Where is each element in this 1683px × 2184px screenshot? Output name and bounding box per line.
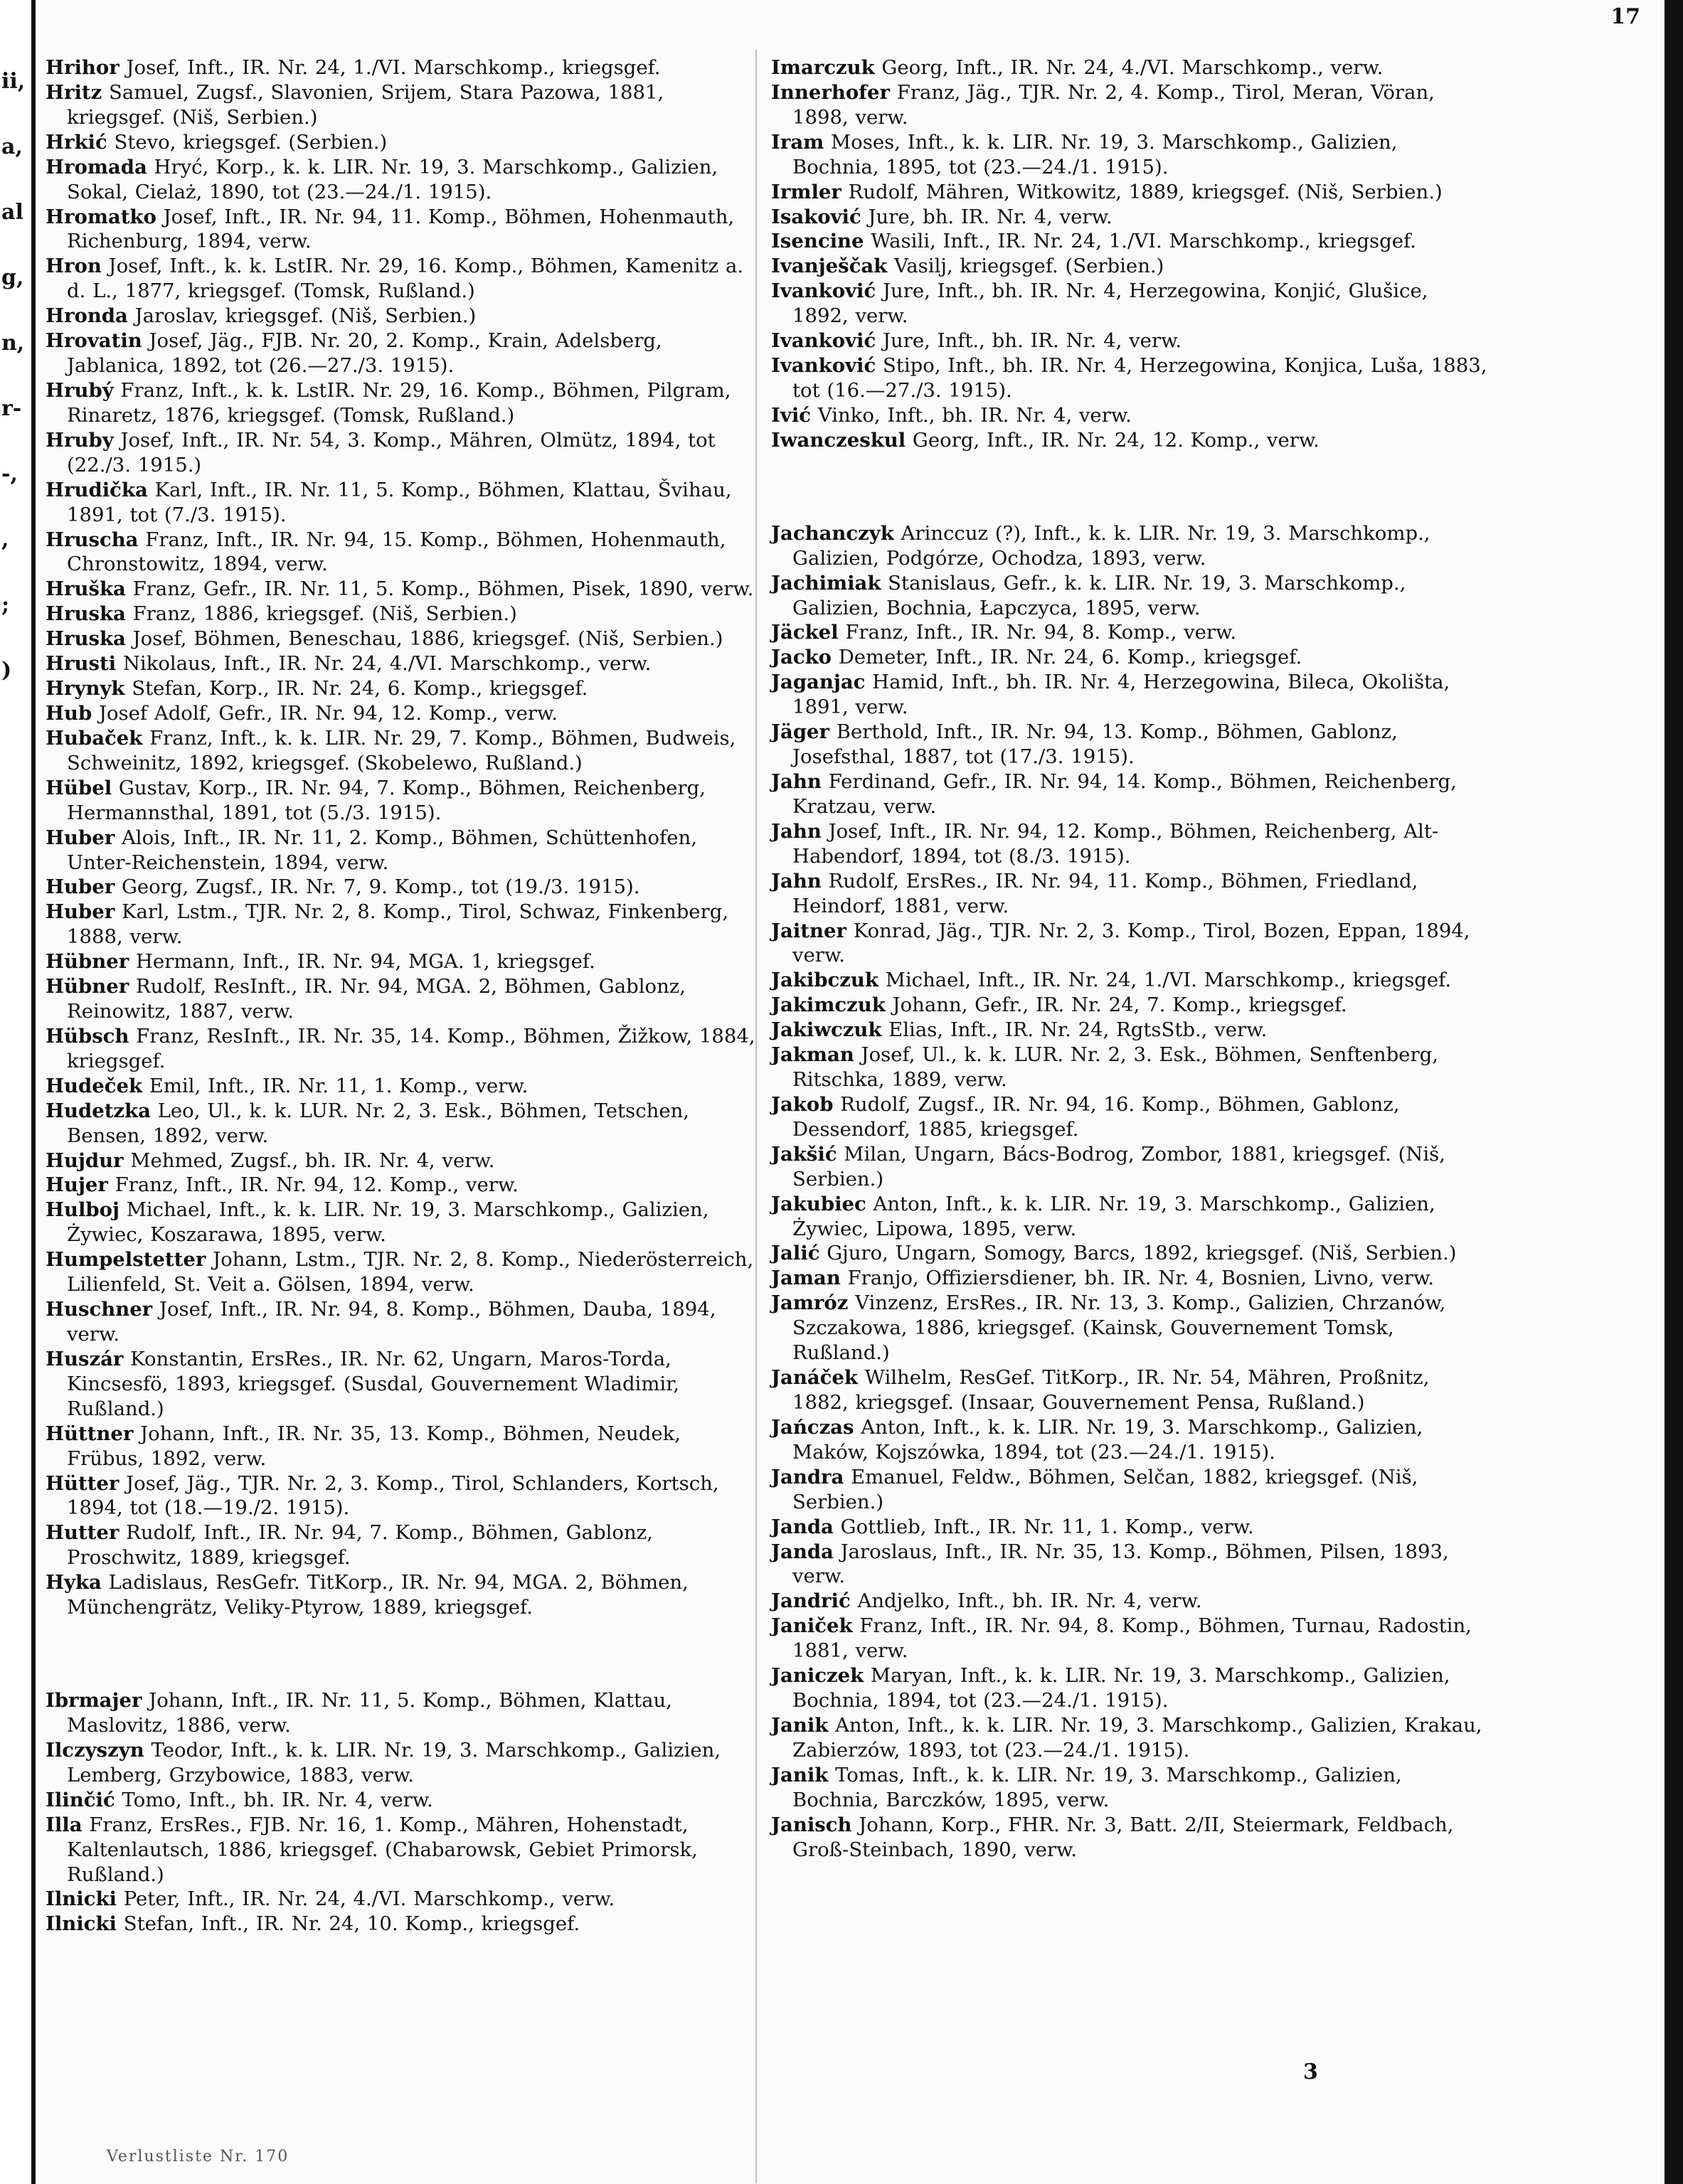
- entry-details: Jure, Inft., bh. IR. Nr. 4, Herzegowina, Konjić, Glušice, 1892, verw.: [792, 279, 1428, 328]
- entry-details: Georg, Inft., IR. Nr. 24, 4./VI. Marschkomp., verw.: [874, 56, 1384, 79]
- entry-details: Georg, Zugsf., IR. Nr. 7, 9. Komp., tot (19./3. 1915).: [115, 875, 640, 899]
- surname: Jaganjac: [771, 671, 866, 694]
- casualty-entry: [771, 428, 1490, 453]
- casualty-entry: [46, 1247, 757, 1297]
- surname: Imarczuk: [771, 56, 875, 79]
- casualty-entry: [46, 1570, 757, 1620]
- left-margin-marks: [1, 69, 26, 725]
- casualty-entry: [46, 130, 757, 155]
- entry-details: Jaroslaus, Inft., IR. Nr. 35, 13. Komp., Böhmen, Pilsen, 1893, verw.: [792, 1540, 1449, 1588]
- entry-details: Ferdinand, Gefr., IR. Nr. 94, 14. Komp., Böhmen, Reichenberg, Kratzau, verw.: [792, 769, 1457, 818]
- surname: Jacko: [771, 646, 832, 669]
- entry-details: Josef Adolf, Gefr., IR. Nr. 94, 12. Komp., verw.: [92, 701, 558, 725]
- entry-details: Josef, Böhmen, Beneschau, 1886, kriegsgef. (Niš, Serbien.): [125, 627, 723, 651]
- surname: Hruscha: [46, 528, 139, 551]
- section-gap: [46, 1620, 757, 1688]
- surname: Hritz: [46, 80, 102, 104]
- left-page-edge: [0, 0, 36, 2184]
- entry-details: Josef, Inft., IR. Nr. 94, 12. Komp., Böhmen, Reichenberg, Alt-Habendorf, 1894, tot (8./3. 1915).: [792, 819, 1439, 868]
- surname: Hütter: [46, 1471, 120, 1495]
- casualty-entry: [46, 1912, 757, 1937]
- entry-details: Hamid, Inft., bh. IR. Nr. 4, Herzegowina, Bileca, Okolišta, 1891, verw.: [792, 671, 1450, 719]
- entry-details: Karl, Lstm., TJR. Nr. 2, 8. Komp., Tirol, Schwaz, Finkenberg, 1888, verw.: [67, 900, 729, 949]
- entry-details: Alois, Inft., IR. Nr. 11, 2. Komp., Böhmen, Schüttenhofen, Unter-Reichenstein, 1894, verw.: [67, 826, 697, 874]
- surname: Jakob: [771, 1092, 834, 1116]
- entry-details: Stefan, Korp., IR. Nr. 24, 6. Komp., kriegsgef.: [124, 677, 588, 701]
- entry-details: Anton, Inft., k. k. LIR. Nr. 19, 3. Marschkomp., Galizien, Żywiec, Lipowa, 1895, verw.: [792, 1192, 1435, 1240]
- entry-details: Anton, Inft., k. k. LIR. Nr. 19, 3. Marschkomp., Galizien, Krakau, Zabierzów, 1893, tot (23.—24./1. 1915).: [792, 1714, 1482, 1762]
- surname: Jamróz: [771, 1291, 849, 1315]
- margin-mark: ;: [1, 592, 10, 617]
- surname: Innerhofer: [771, 80, 890, 104]
- surname: Jalić: [771, 1242, 820, 1265]
- casualty-entry: [46, 1813, 757, 1887]
- surname: Jakman: [771, 1043, 854, 1067]
- surname: Ilczyszyn: [46, 1738, 144, 1762]
- entry-details: Moses, Inft., k. k. LIR. Nr. 19, 3. Marschkomp., Galizien, Bochnia, 1895, tot (23.—24./1. 1915).: [792, 130, 1398, 179]
- casualty-entry: [771, 1266, 1490, 1291]
- casualty-entry: [46, 1520, 757, 1570]
- casualty-entry: [771, 205, 1490, 230]
- entry-details: Gjuro, Ungarn, Somogy, Barcs, 1892, kriegsgef. (Niš, Serbien.): [819, 1242, 1457, 1265]
- entry-details: Vinzenz, ErsRes., IR. Nr. 13, 3. Komp., Galizien, Chrzanów, Szczakowa, 1886, kriegsgef. (Kainsk, Gouvernement Tomsk, Rußland.): [792, 1291, 1446, 1365]
- right-page-edge: [1665, 0, 1683, 2184]
- casualty-entry: [771, 1663, 1490, 1713]
- casualty-entry: [771, 55, 1490, 80]
- casualty-entry: [771, 1614, 1490, 1663]
- surname: Hruby: [46, 428, 114, 452]
- entry-details: Franz, Inft., k. k. LIR. Nr. 29, 7. Komp., Böhmen, Budweis, Schweinitz, 1892, kriegsgef. (Skobelewo, Rußland.): [67, 726, 736, 774]
- casualty-entry: [46, 1887, 757, 1912]
- surname: Ilnicki: [46, 1912, 117, 1936]
- casualty-entry: [46, 1422, 757, 1471]
- casualty-entry: [771, 1813, 1490, 1863]
- margin-mark: al: [1, 200, 23, 225]
- entry-details: Emanuel, Feldw., Böhmen, Selčan, 1882, kriegsgef. (Niš, Serbien.): [792, 1465, 1418, 1513]
- entry-details: Demeter, Inft., IR. Nr. 24, 6. Komp., kriegsgef.: [831, 646, 1302, 669]
- casualty-entry: [771, 968, 1490, 993]
- casualty-entry: [771, 1241, 1490, 1266]
- surname: Jakibczuk: [771, 969, 878, 992]
- surname: Hyka: [46, 1571, 102, 1594]
- casualty-entry: [46, 304, 757, 329]
- casualty-entry: [771, 1092, 1490, 1142]
- surname: Hrubý: [46, 378, 114, 402]
- surname: Ilnicki: [46, 1887, 117, 1911]
- casualty-entry: [771, 919, 1490, 969]
- entry-details: Josef, Inft., k. k. LstIR. Nr. 29, 16. Komp., Böhmen, Kamenitz a. d. L., 1877, kriegsgef. (Tomsk, Rußland.): [67, 255, 744, 303]
- surname: Hudeček: [46, 1074, 142, 1097]
- entry-details: Berthold, Inft., IR. Nr. 94, 13. Komp., Böhmen, Gablonz, Josefsthal, 1887, tot (17./3. 1915).: [792, 720, 1398, 769]
- casualty-entry: [771, 353, 1490, 403]
- surname: Jakubiec: [771, 1192, 866, 1215]
- surname: Jäckel: [771, 621, 839, 644]
- entry-details: Gottlieb, Inft., IR. Nr. 11, 1. Komp., verw.: [833, 1515, 1254, 1538]
- surname: Jakšić: [771, 1142, 837, 1166]
- casualty-entry: [46, 80, 757, 130]
- casualty-entry: [771, 571, 1490, 621]
- entry-details: Elias, Inft., IR. Nr. 24, RgtsStb., verw.: [881, 1018, 1268, 1042]
- surname: Ivanković: [771, 279, 876, 303]
- entry-details: Josef, Jäg., TJR. Nr. 2, 3. Komp., Tirol, Schlanders, Kortsch, 1894, tot (18.—19./2. 1915).: [67, 1471, 719, 1520]
- casualty-entry: [46, 55, 757, 80]
- left-column: [46, 55, 757, 1937]
- casualty-entry: [46, 676, 757, 701]
- margin-mark: g,: [1, 265, 24, 290]
- entry-details: Franz, ErsRes., FJB. Nr. 16, 1. Komp., Mähren, Hohenstadt, Kaltenlautsch, 1886, kriegsgef. (Chabarowsk, Gebiet Primorsk, Rußland.): [67, 1813, 698, 1886]
- entry-details: Ladislaus, ResGefr. TitKorp., IR. Nr. 94, MGA. 2, Böhmen, Münchengrätz, Veliky-Ptyrow, 1889, kriegsgef.: [67, 1571, 689, 1619]
- entry-details: Franz, Inft., k. k. LstIR. Nr. 29, 16. Komp., Böhmen, Pilgram, Rinaretz, 1876, kriegsgef. (Tomsk, Rußland.): [67, 378, 731, 427]
- surname: Hrusti: [46, 652, 117, 676]
- entry-details: Andjelko, Inft., bh. IR. Nr. 4, verw.: [850, 1589, 1202, 1613]
- entry-details: Mehmed, Zugsf., bh. IR. Nr. 4, verw.: [123, 1149, 495, 1172]
- entry-details: Josef, Inft., IR. Nr. 94, 11. Komp., Böhmen, Hohenmauth, Richenburg, 1894, verw.: [67, 205, 735, 253]
- casualty-entry: [771, 645, 1490, 670]
- entry-details: Franz, Inft., IR. Nr. 94, 12. Komp., verw.: [107, 1173, 519, 1197]
- entry-details: Milan, Ungarn, Bács-Bodrog, Zombor, 1881, kriegsgef. (Niš, Serbien.): [792, 1142, 1446, 1190]
- casualty-entry: [46, 577, 757, 602]
- casualty-entry: [46, 1074, 757, 1099]
- surname: Janiček: [771, 1614, 853, 1638]
- casualty-entry: [46, 478, 757, 528]
- entry-details: Tomas, Inft., k. k. LIR. Nr. 19, 3. Marschkomp., Galizien, Bochnia, Barczków, 1895, verw.: [792, 1763, 1402, 1811]
- surname: Iram: [771, 130, 824, 154]
- entry-details: Samuel, Zugsf., Slavonien, Srijem, Stara Pazowa, 1881, kriegsgef. (Niš, Serbien.): [67, 80, 664, 129]
- margin-mark: ): [1, 658, 12, 683]
- casualty-entry: [46, 826, 757, 875]
- casualty-entry: [46, 1688, 757, 1738]
- entry-details: Tomo, Inft., bh. IR. Nr. 4, verw.: [115, 1788, 433, 1811]
- entry-details: Stefan, Inft., IR. Nr. 24, 10. Komp., kriegsgef.: [117, 1912, 580, 1936]
- entry-details: Wasili, Inft., IR. Nr. 24, 1./VI. Marschkomp., kriegsgef.: [864, 230, 1416, 253]
- surname: Hromatko: [46, 205, 156, 228]
- casualty-entry: [46, 1149, 757, 1173]
- casualty-entry: [771, 1713, 1490, 1763]
- casualty-entry: [771, 1043, 1490, 1092]
- casualty-entry: [46, 701, 757, 726]
- casualty-entry: [771, 620, 1490, 645]
- casualty-entry: [46, 974, 757, 1024]
- margin-mark: ii,: [1, 69, 26, 94]
- casualty-entry: [771, 80, 1490, 130]
- surname: Jaman: [771, 1267, 841, 1290]
- entry-details: Franz, Inft., IR. Nr. 94, 8. Komp., Böhmen, Turnau, Radostin, 1881, verw.: [792, 1614, 1472, 1663]
- surname: Hruska: [46, 602, 126, 626]
- margin-mark: a,: [1, 134, 23, 159]
- casualty-entry: [46, 776, 757, 826]
- section-gap: [771, 453, 1490, 521]
- casualty-entry: [46, 1297, 757, 1347]
- surname: Humpelstetter: [46, 1248, 206, 1272]
- surname: Hulboj: [46, 1198, 120, 1222]
- entry-details: Karl, Inft., IR. Nr. 11, 5. Komp., Böhmen, Klattau, Švihau, 1891, tot (7./3. 1915).: [67, 478, 732, 526]
- entry-details: Josef, Jäg., FJB. Nr. 20, 2. Komp., Krain, Adelsberg, Jablanica, 1892, tot (26.—27./3. 1915).: [67, 329, 662, 378]
- surname: Ivanješčak: [771, 255, 888, 278]
- casualty-entry: [46, 1788, 757, 1813]
- surname: Illa: [46, 1813, 83, 1836]
- entry-details: Franz, ResInft., IR. Nr. 35, 14. Komp., Böhmen, Žižkow, 1884, kriegsgef.: [67, 1024, 755, 1072]
- entry-details: Peter, Inft., IR. Nr. 24, 4./VI. Marschkomp., verw.: [117, 1887, 615, 1911]
- surname: Hrudička: [46, 478, 148, 501]
- surname: Jakiwczuk: [771, 1018, 882, 1042]
- entry-details: Vinko, Inft., bh. IR. Nr. 4, verw.: [811, 403, 1132, 427]
- casualty-entry: [771, 180, 1490, 205]
- surname: Hrihor: [46, 56, 120, 79]
- casualty-entry: [771, 254, 1490, 279]
- entry-details: Georg, Inft., IR. Nr. 24, 12. Komp., verw.: [906, 428, 1320, 452]
- casualty-entry: [771, 1142, 1490, 1192]
- entry-details: Johann, Lstm., TJR. Nr. 2, 8. Komp., Niederösterreich, Lilienfeld, St. Veit a. Gölsen, 1894, verw.: [67, 1248, 754, 1296]
- top-corner-mark: 17: [1610, 4, 1640, 29]
- surname: Ibrmajer: [46, 1689, 142, 1712]
- casualty-entry: [771, 130, 1490, 180]
- surname: Jahn: [771, 869, 822, 893]
- casualty-entry: [46, 627, 757, 651]
- surname: Jandra: [771, 1465, 844, 1488]
- entry-details: Johann, Korp., FHR. Nr. 3, Batt. 2/II, Steiermark, Feldbach, Groß-Steinbach, 1890, verw.: [792, 1813, 1454, 1861]
- surname: Irmler: [771, 180, 842, 203]
- entry-details: Franjo, Offiziersdiener, bh. IR. Nr. 4, Bosnien, Livno, verw.: [840, 1267, 1435, 1290]
- casualty-entry: [771, 1465, 1490, 1515]
- entry-details: Michael, Inft., k. k. LIR. Nr. 19, 3. Marschkomp., Galizien, Żywiec, Koszarawa, 1895, verw.: [67, 1198, 709, 1247]
- casualty-entry: [46, 602, 757, 627]
- surname: Iwanczeskul: [771, 428, 906, 452]
- casualty-entry: [46, 254, 757, 304]
- entry-details: Wilhelm, ResGef. TitKorp., IR. Nr. 54, Mähren, Proßnitz, 1882, kriegsgef. (Insaar, Gouvernement Pensa, Rußland.): [792, 1366, 1430, 1415]
- casualty-entry: [771, 329, 1490, 353]
- entry-details: Rudolf, Zugsf., IR. Nr. 94, 16. Komp., Böhmen, Gablonz, Dessendorf, 1885, kriegsgef.: [792, 1092, 1400, 1141]
- casualty-entry: [771, 993, 1490, 1018]
- entry-details: Stevo, kriegsgef. (Serbien.): [107, 130, 388, 154]
- entry-details: Leo, Ul., k. k. LUR. Nr. 2, 3. Esk., Böhmen, Tetschen, Bensen, 1892, verw.: [67, 1099, 690, 1147]
- casualty-entry: [46, 528, 757, 577]
- entry-details: Rudolf, ErsRes., IR. Nr. 94, 11. Komp., Böhmen, Friedland, Heindorf, 1881, verw.: [792, 869, 1418, 917]
- casualty-entry: [771, 1415, 1490, 1465]
- entry-details: Josef, Inft., IR. Nr. 54, 3. Komp., Mähren, Olmütz, 1894, tot (22./3. 1915.): [67, 428, 716, 476]
- surname: Jahn: [771, 819, 822, 843]
- surname: Jaitner: [771, 919, 846, 942]
- surname: Janda: [771, 1515, 834, 1538]
- casualty-entry: [46, 1471, 757, 1521]
- casualty-entry: [46, 726, 757, 776]
- surname: Janiczek: [771, 1664, 864, 1688]
- casualty-entry: [771, 279, 1490, 329]
- entry-details: Rudolf, Inft., IR. Nr. 94, 7. Komp., Böhmen, Gablonz, Proschwitz, 1889, kriegsgef.: [67, 1521, 653, 1570]
- margin-mark: -,: [1, 462, 18, 486]
- entry-details: Franz, Inft., IR. Nr. 94, 8. Komp., verw.: [838, 621, 1237, 644]
- surname: Jańczas: [771, 1415, 854, 1439]
- surname: Hrynyk: [46, 677, 125, 701]
- surname: Ilinčić: [46, 1788, 115, 1811]
- entry-details: Josef, Inft., IR. Nr. 24, 1./VI. Marschkomp., kriegsgef.: [119, 56, 661, 79]
- entry-details: Rudolf, ResInft., IR. Nr. 94, MGA. 2, Böhmen, Gablonz, Reinowitz, 1887, verw.: [67, 975, 686, 1023]
- casualty-entry: [46, 1024, 757, 1074]
- entry-details: Gustav, Korp., IR. Nr. 94, 7. Komp., Böhmen, Reichenberg, Hermannsthal, 1891, tot (5./3. 1915).: [67, 776, 706, 824]
- surname: Huber: [46, 826, 115, 849]
- surname: Hutter: [46, 1521, 120, 1545]
- surname: Jakimczuk: [771, 994, 886, 1017]
- surname: Hujer: [46, 1173, 108, 1197]
- casualty-entry: [46, 949, 757, 974]
- casualty-entry: [771, 769, 1490, 819]
- casualty-entry: [771, 403, 1490, 428]
- casualty-entry: [46, 875, 757, 900]
- casualty-entry: [771, 1540, 1490, 1589]
- surname: Hudetzka: [46, 1099, 151, 1122]
- surname: Hub: [46, 701, 92, 725]
- surname: Hüttner: [46, 1422, 134, 1445]
- casualty-entry: [771, 869, 1490, 919]
- entry-details: Arinccuz (?), Inft., k. k. LIR. Nr. 19, 3. Marschkomp., Galizien, Podgórze, Ochodza, 1893, verw.: [792, 521, 1430, 570]
- surname: Hujdur: [46, 1149, 124, 1172]
- casualty-entry: [46, 155, 757, 205]
- surname: Janisch: [771, 1813, 852, 1836]
- surname: Janda: [771, 1540, 834, 1563]
- casualty-entry: [46, 900, 757, 949]
- casualty-entry: [771, 819, 1490, 869]
- surname: Hrkić: [46, 130, 107, 154]
- entry-details: Josef, Ul., k. k. LUR. Nr. 2, 3. Esk., Böhmen, Senftenberg, Ritschka, 1889, verw.: [792, 1043, 1438, 1092]
- casualty-entry: [771, 1192, 1490, 1242]
- casualty-entry: [46, 1099, 757, 1149]
- entry-details: Jure, Inft., bh. IR. Nr. 4, verw.: [876, 329, 1182, 353]
- entry-details: Franz, Inft., IR. Nr. 94, 15. Komp., Böhmen, Hohenmauth, Chronstowitz, 1894, verw.: [67, 528, 726, 576]
- surname: Janik: [771, 1714, 829, 1737]
- surname: Hübner: [46, 975, 129, 998]
- surname: Huszár: [46, 1347, 124, 1370]
- surname: Ivanković: [771, 354, 876, 378]
- casualty-entry: [46, 651, 757, 676]
- entry-details: Michael, Inft., IR. Nr. 24, 1./VI. Marschkomp., kriegsgef.: [878, 969, 1452, 992]
- casualty-entry: [771, 1365, 1490, 1415]
- surname: Janik: [771, 1763, 829, 1786]
- entry-details: Emil, Inft., IR. Nr. 11, 1. Komp., verw.: [142, 1074, 529, 1097]
- surname: Hruska: [46, 627, 126, 651]
- surname: Huber: [46, 900, 115, 924]
- margin-mark: r-: [1, 396, 22, 421]
- entry-details: Konstantin, ErsRes., IR. Nr. 62, Ungarn, Maros-Torda, Kincsesfö, 1893, kriegsgef. (Susdal, Gouvernement Wladimir, Rußland.): [67, 1347, 680, 1420]
- entry-details: Vasilj, kriegsgef. (Serbien.): [887, 255, 1164, 278]
- entry-details: Franz, Gefr., IR. Nr. 11, 5. Komp., Böhmen, Pisek, 1890, verw.: [125, 577, 754, 601]
- entry-details: Stipo, Inft., bh. IR. Nr. 4, Herzegowina, Konjica, Luša, 1883, tot (16.—27./3. 1915).: [792, 354, 1487, 402]
- surname: Ivić: [771, 403, 812, 427]
- casualty-entry: [46, 378, 757, 428]
- entry-details: Rudolf, Mähren, Witkowitz, 1889, kriegsgef. (Niš, Serbien.): [841, 180, 1443, 203]
- entry-details: Teodor, Inft., k. k. LIR. Nr. 19, 3. Marschkomp., Galizien, Lemberg, Grzybowice, 1883, verw.: [67, 1738, 721, 1786]
- entry-details: Konrad, Jäg., TJR. Nr. 2, 3. Komp., Tirol, Bozen, Eppan, 1894, verw.: [792, 919, 1470, 967]
- surname: Isencine: [771, 230, 864, 253]
- casualty-entry: [771, 670, 1490, 720]
- casualty-entry: [46, 1738, 757, 1788]
- entry-details: Johann, Gefr., IR. Nr. 24, 7. Komp., kriegsgef.: [885, 994, 1347, 1017]
- entry-details: Hryć, Korp., k. k. LIR. Nr. 19, 3. Marschkomp., Galizien, Sokal, Cielaż, 1890, tot (23.—24./1. 1915).: [67, 155, 718, 203]
- surname: Jachanczyk: [771, 521, 894, 545]
- entry-details: Franz, 1886, kriegsgef. (Niš, Serbien.): [125, 602, 517, 626]
- entry-details: Josef, Inft., IR. Nr. 94, 8. Komp., Böhmen, Dauba, 1894, verw.: [67, 1298, 716, 1346]
- casualty-entry: [771, 1763, 1490, 1813]
- entry-details: Nikolaus, Inft., IR. Nr. 24, 4./VI. Marschkomp., verw.: [116, 652, 652, 676]
- entry-details: Maryan, Inft., k. k. LIR. Nr. 19, 3. Marschkomp., Galizien, Bochnia, 1894, tot (23.—24./1. 1915).: [792, 1664, 1450, 1712]
- entry-details: Stanislaus, Gefr., k. k. LIR. Nr. 19, 3. Marschkomp., Galizien, Bochnia, Łapczyca, 1895, verw.: [792, 571, 1406, 619]
- casualty-entry: [771, 720, 1490, 769]
- margin-mark: n,: [1, 331, 25, 356]
- footer-fragment: Verlustliste Nr. 170: [107, 2148, 290, 2166]
- entry-details: Johann, Inft., IR. Nr. 11, 5. Komp., Böhmen, Klattau, Maslovitz, 1886, verw.: [67, 1689, 672, 1737]
- surname: Ivanković: [771, 329, 876, 353]
- casualty-entry: [771, 229, 1490, 254]
- casualty-entry: [46, 1347, 757, 1422]
- surname: Jäger: [771, 720, 830, 744]
- casualty-entry: [771, 521, 1490, 571]
- casualty-entry: [46, 428, 757, 478]
- entry-details: Hermann, Inft., IR. Nr. 94, MGA. 1, kriegsgef.: [129, 950, 595, 974]
- surname: Huber: [46, 875, 115, 899]
- casualty-entry: [46, 205, 757, 255]
- surname: Hübner: [46, 950, 129, 974]
- surname: Hübel: [46, 776, 112, 799]
- entry-details: Anton, Inft., k. k. LIR. Nr. 19, 3. Marschkomp., Galizien, Maków, Kojszówka, 1894, tot (23.—24./1. 1915).: [792, 1415, 1423, 1464]
- casualty-entry: [46, 329, 757, 378]
- surname: Isaković: [771, 205, 861, 228]
- surname: Jachimiak: [771, 571, 881, 595]
- surname: Hron: [46, 255, 102, 278]
- entry-details: Jaroslav, kriegsgef. (Niš, Serbien.): [127, 304, 477, 328]
- casualty-entry: [771, 1018, 1490, 1043]
- margin-mark: ,: [1, 527, 9, 552]
- right-column: [771, 55, 1490, 1863]
- casualty-entry: [771, 1589, 1490, 1614]
- entry-details: Johann, Inft., IR. Nr. 35, 13. Komp., Böhmen, Neudek, Frübus, 1892, verw.: [67, 1422, 681, 1470]
- casualty-entry: [46, 1173, 757, 1198]
- casualty-entry: [771, 1291, 1490, 1365]
- casualty-entry: [46, 1198, 757, 1247]
- surname: Jandrić: [771, 1589, 851, 1613]
- surname: Hruška: [46, 577, 126, 601]
- page-number: 3: [1303, 2060, 1318, 2084]
- surname: Hrovatin: [46, 329, 142, 353]
- surname: Hromada: [46, 155, 147, 179]
- surname: Hubaček: [46, 726, 143, 750]
- surname: Jahn: [771, 769, 822, 793]
- entry-details: Franz, Jäg., TJR. Nr. 2, 4. Komp., Tirol, Meran, Vöran, 1898, verw.: [792, 80, 1435, 129]
- surname: Huschner: [46, 1298, 153, 1321]
- entry-details: Jure, bh. IR. Nr. 4, verw.: [861, 205, 1113, 228]
- surname: Janáček: [771, 1366, 858, 1390]
- casualty-entry: [771, 1515, 1490, 1540]
- surname: Hronda: [46, 304, 128, 328]
- surname: Hübsch: [46, 1024, 129, 1048]
